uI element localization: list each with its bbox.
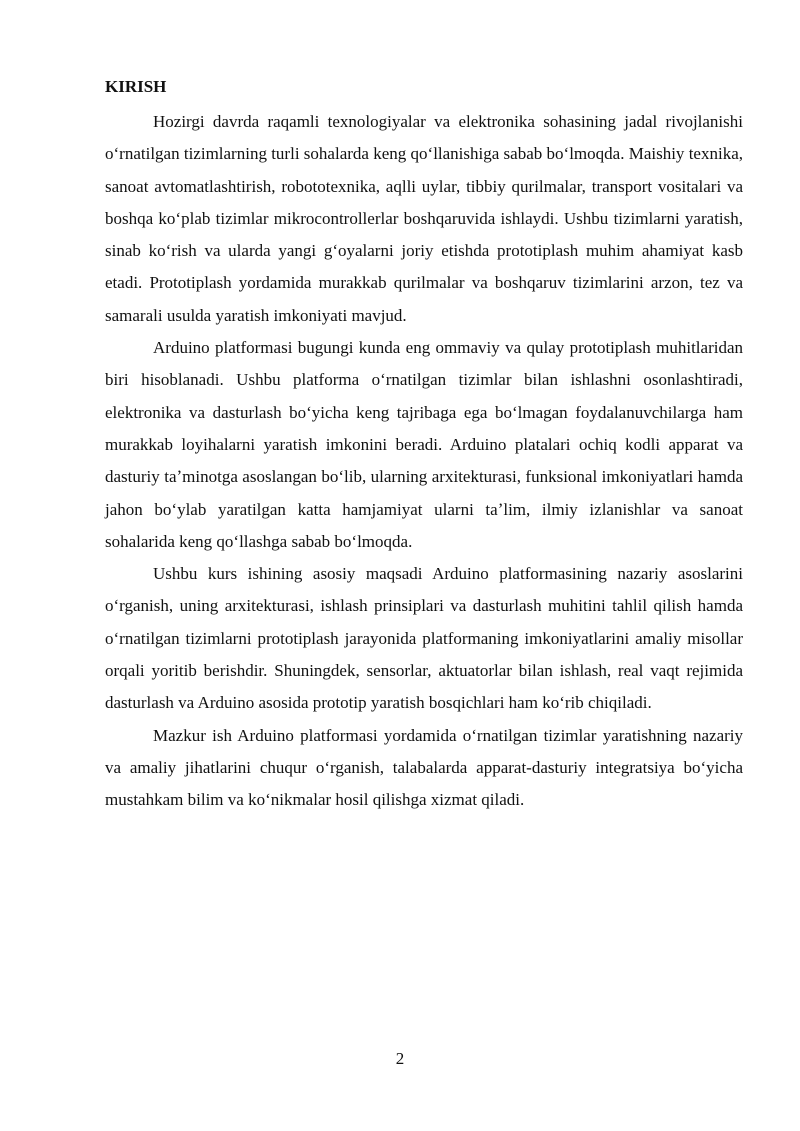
page-number: 2 — [395, 1049, 405, 1068]
paragraph-1: Hozirgi davrda raqamli texnologiyalar va elektronika sohasining jadal rivojlanishi oʻrnatilgan tizimlarning turli sohalarda keng qoʻllanishiga sabab boʻlmoqda. Maishiy texnika, sanoat avtomatlashtirish, robototexnika, aqlli uylar, tibbiy qurilmalar, transport vositalari va boshqa koʻplab tizimlar mikrocontrollerlar boshqaruvida ishlaydi. Ushbu tizimlarni yaratish, sinab koʻrish va ularda yangi gʻoyalarni joriy etishda prototiplash muhim ahamiyat kasb etadi. Prototiplash yordamida murakkab qurilmalar va boshqaruv tizimlarini arzon, tez va samarali usulda yaratish imkoniyati mavjud. — [105, 112, 743, 325]
section-heading: KIRISH — [105, 77, 167, 96]
paragraph-4: Mazkur ish Arduino platformasi yordamida oʻrnatilgan tizimlar yaratishning nazariy va amaliy jihatlarini chuqur oʻrganish, talabalarda apparat-dasturiy integratsiya boʻyicha mustahkam bilim va koʻnikmalar hosil qilishga xizmat qiladi. — [105, 725, 743, 810]
paragraph-2: Arduino platformasi bugungi kunda eng ommaviy va qulay prototiplash muhitlaridan biri hisoblanadi. Ushbu platforma oʻrnatilgan tizimlar bilan ishlashni osonlashtiradi, elektronika va dasturlash boʻyicha keng tajribaga ega boʻlmagan foydalanuvchilarga ham murakkab loyihalarni yaratish imkonini beradi. Arduino platalari ochiq kodli apparat va dasturiy taʼminotga asoslangan boʻlib, ularning arxitekturasi, funksional imkoniyatlari hamda jahon boʻylab yaratilgan katta hamjamiyat ularni taʼlim, ilmiy izlanishlar va sanoat sohalarida keng qoʻllashga sabab boʻlmoqda. — [105, 338, 743, 551]
paragraph-3: Ushbu kurs ishining asosiy maqsadi Arduino platformasining nazariy asoslarini oʻrganish, uning arxitekturasi, ishlash prinsiplari va dasturlash muhitini tahlil qilish hamda oʻrnatilgan tizimlarni prototiplash jarayonida platformaning imkoniyatlarini amaliy misollar orqali yoritib berishdir. Shuningdek, sensorlar, aktuatorlar bilan ishlash, real vaqt rejimida dasturlash va Arduino asosida prototip yaratish bosqichlari ham koʻrib chiqiladi. — [105, 564, 743, 713]
page-content — [105, 76, 743, 817]
